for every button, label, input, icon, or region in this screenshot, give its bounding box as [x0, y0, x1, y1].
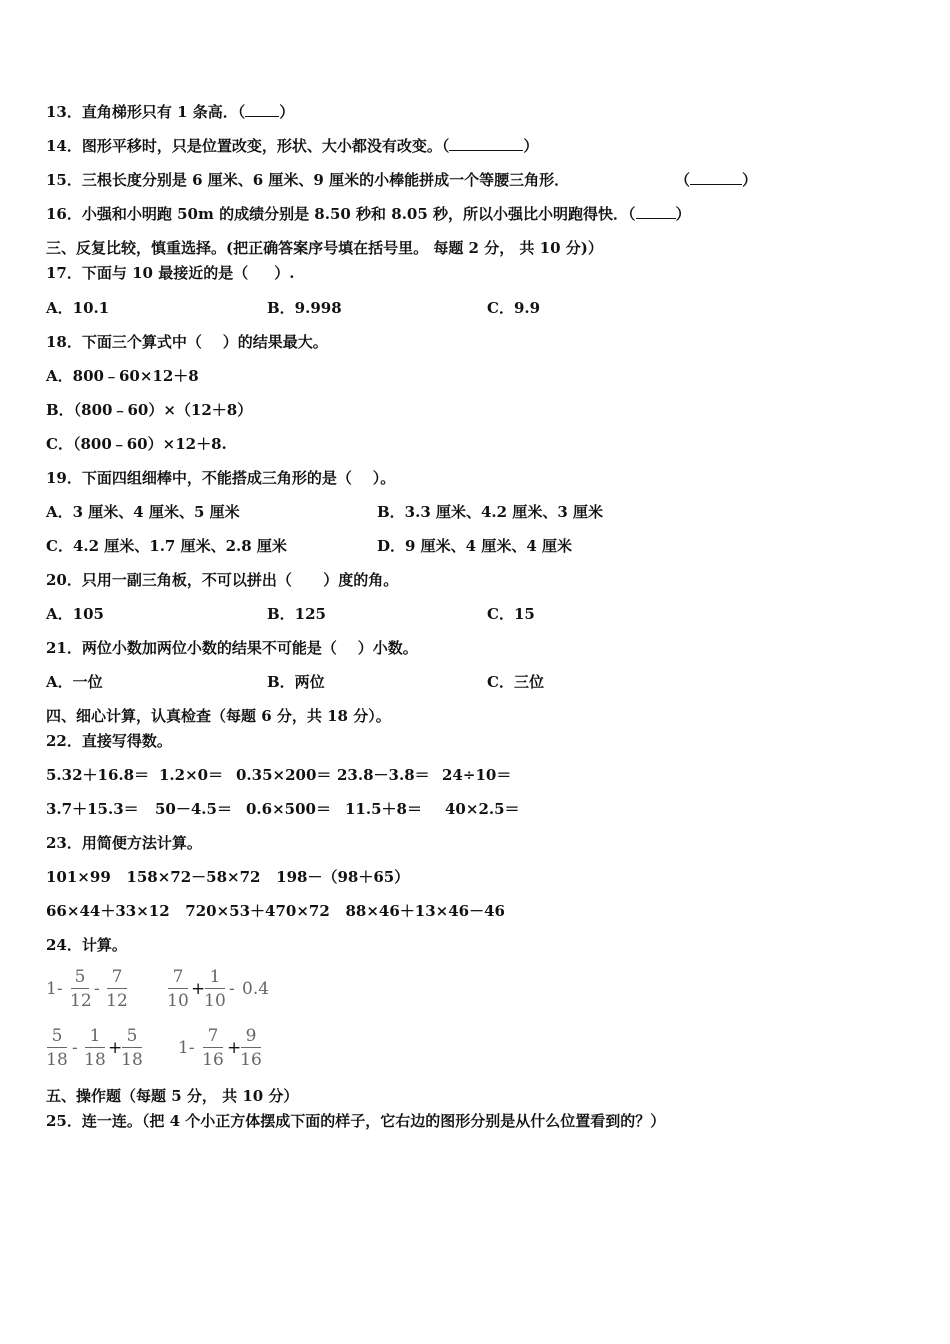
option-17-b: B．9.998	[267, 299, 342, 317]
question-14-text: 14．图形平移时，只是位置改变，形状、大小都没有改变。（	[46, 137, 450, 155]
fraction-expression-4	[178, 1025, 278, 1075]
operator: +	[191, 979, 206, 999]
operator: -	[94, 979, 100, 999]
fraction	[46, 1025, 68, 1072]
section-3-title: 三、反复比较，慎重选择。(把正确答案序号填在括号里。 每题 2 分， 共 10 分)）	[46, 239, 603, 257]
question-25-stem: 25．连一连。（把 4 个小正方体摆成下面的样子，它右边的图形分别是从什么位置看到的？）	[46, 1112, 666, 1130]
answer-blank	[636, 204, 676, 219]
calc-item: 1.2×0＝	[159, 766, 224, 784]
calc-item: 50－4.5＝	[155, 800, 232, 818]
question-13	[46, 102, 294, 122]
numerator: 5	[126, 1026, 138, 1046]
option-19-b: B．3.3 厘米、4.2 厘米、3 厘米	[377, 503, 603, 521]
option-17-a: A．10.1	[46, 299, 110, 317]
question-20-stem: 20．只用一副三角板，不可以拼出（ ）度的角。	[46, 571, 399, 589]
paren-close: ）	[523, 137, 539, 155]
paren-close: ）	[675, 205, 691, 223]
fraction	[84, 1025, 106, 1072]
calc-item: 23.8－3.8＝	[337, 766, 430, 784]
section-5-title: 五、操作题（每题 5 分， 共 10 分）	[46, 1087, 299, 1105]
operator: +	[108, 1038, 123, 1058]
operator: -	[229, 979, 235, 999]
option-21-b: B．两位	[267, 673, 325, 691]
denominator: 10	[204, 991, 226, 1011]
denominator: 10	[167, 991, 189, 1011]
option-19-a: A．3 厘米、4 厘米、5 厘米	[46, 503, 240, 521]
expr-lead: 1-	[178, 1038, 195, 1058]
question-24-stem: 24．计算。	[46, 936, 127, 954]
fraction-expression-1	[46, 966, 146, 1016]
operator: +	[227, 1038, 242, 1058]
fraction	[121, 1025, 143, 1072]
question-13-text: 13．直角梯形只有 1 条高．（	[46, 103, 246, 121]
calc-item: 5.32＋16.8＝	[46, 766, 150, 784]
numerator: 5	[74, 967, 86, 987]
question-14	[46, 136, 538, 156]
denominator: 16	[202, 1050, 224, 1070]
fraction	[167, 966, 189, 1013]
denominator: 12	[70, 991, 92, 1011]
denominator: 18	[84, 1050, 106, 1070]
calc-item: 40×2.5＝	[445, 800, 520, 818]
fraction-expression-3	[46, 1025, 156, 1075]
answer-blank	[690, 170, 742, 185]
option-21-a: A．一位	[46, 673, 103, 691]
decimal-term: 0.4	[242, 979, 270, 999]
numerator: 7	[207, 1026, 219, 1046]
answer-blank	[245, 102, 279, 117]
numerator: 7	[111, 967, 123, 987]
fraction	[202, 1025, 224, 1072]
denominator: 16	[240, 1050, 262, 1070]
question-23-stem: 23．用简便方法计算。	[46, 834, 202, 852]
question-19-stem: 19．下面四组细棒中，不能搭成三角形的是（ ）。	[46, 469, 396, 487]
question-15-answer	[675, 170, 757, 190]
paren-close: ）	[742, 171, 758, 189]
option-17-c: C．9.9	[487, 299, 541, 317]
denominator: 18	[46, 1050, 68, 1070]
option-20-c: C．15	[487, 605, 535, 623]
question-18-stem: 18．下面三个算式中（ ）的结果最大。	[46, 333, 328, 351]
numerator: 5	[51, 1026, 63, 1046]
numerator: 1	[209, 967, 221, 987]
denominator: 12	[106, 991, 128, 1011]
fraction	[204, 966, 226, 1013]
question-22-stem: 22．直接写得数。	[46, 732, 172, 750]
fraction	[240, 1025, 262, 1072]
operator: -	[72, 1038, 78, 1058]
option-18-b: B．（800﹣60）×（12＋8）	[46, 401, 253, 419]
option-19-c: C．4.2 厘米、1.7 厘米、2.8 厘米	[46, 537, 287, 555]
calc-row: 101×99 158×72－58×72 198－（98＋65）	[46, 868, 410, 886]
fraction-expression-2	[167, 966, 287, 1016]
option-20-b: B．125	[267, 605, 326, 623]
paren-close: ）	[279, 103, 295, 121]
expr-lead: 1-	[46, 979, 63, 999]
option-18-a: A．800﹣60×12＋8	[46, 367, 199, 385]
question-16	[46, 204, 691, 224]
numerator: 1	[89, 1026, 101, 1046]
calc-item: 3.7＋15.3＝	[46, 800, 139, 818]
question-16-text: 16．小强和小明跑 50m 的成绩分别是 8.50 秒和 8.05 秒，所以小强比小明跑得快．（	[46, 205, 636, 223]
paren-open: （	[675, 171, 691, 189]
option-21-c: C．三位	[487, 673, 544, 691]
calc-item: 0.6×500＝	[246, 800, 331, 818]
question-21-stem: 21．两位小数加两位小数的结果不可能是（ ）小数。	[46, 639, 418, 657]
option-18-c: C．（800﹣60）×12＋8.	[46, 435, 227, 453]
calc-row: 66×44＋33×12 720×53＋470×72 88×46＋13×46－46	[46, 902, 505, 920]
numerator: 9	[245, 1026, 257, 1046]
numerator: 7	[172, 967, 184, 987]
section-4-title: 四、细心计算，认真检查（每题 6 分，共 18 分）。	[46, 707, 391, 725]
option-20-a: A．105	[46, 605, 104, 623]
calc-item: 24÷10＝	[442, 766, 512, 784]
calc-item: 0.35×200＝	[236, 766, 332, 784]
denominator: 18	[121, 1050, 143, 1070]
question-15	[46, 170, 569, 190]
answer-blank	[449, 136, 523, 151]
option-19-d: D．9 厘米、4 厘米、4 厘米	[377, 537, 572, 555]
fraction	[106, 966, 128, 1013]
fraction	[70, 966, 90, 1013]
calc-item: 11.5＋8＝	[345, 800, 422, 818]
question-15-text: 15．三根长度分别是 6 厘米、6 厘米、9 厘米的小棒能拼成一个等腰三角形．	[46, 171, 570, 189]
question-17-stem: 17．下面与 10 最接近的是（ ）.	[46, 264, 295, 282]
